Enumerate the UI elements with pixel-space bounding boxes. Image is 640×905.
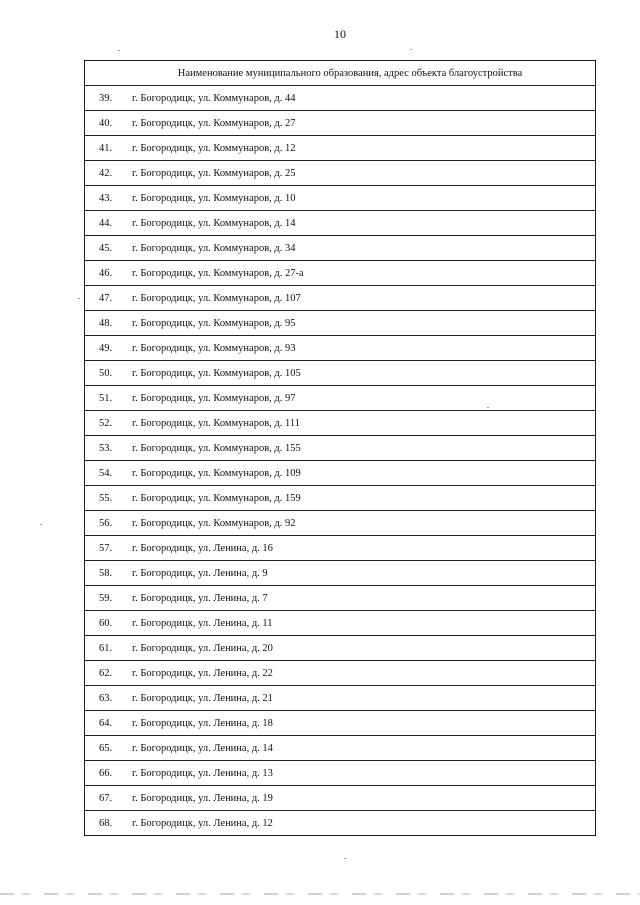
table-row: [85, 661, 596, 686]
row-content: [85, 818, 595, 829]
table-cell: [85, 261, 596, 286]
row-number: 40.: [99, 117, 113, 129]
table-row: [85, 336, 596, 361]
row-content: [85, 518, 595, 529]
table-cell: [85, 636, 596, 661]
scan-speck: [344, 858, 346, 859]
row-content: [85, 768, 595, 779]
table-row: [85, 511, 596, 536]
row-number: 51.: [99, 392, 113, 404]
row-address: г. Богородицк, ул. Ленина, д. 14: [132, 742, 273, 754]
table-cell: [85, 286, 596, 311]
address-table-body: [85, 61, 596, 836]
scan-speck: [410, 49, 412, 50]
table-row: [85, 711, 596, 736]
row-number: 46.: [99, 267, 113, 279]
row-content: [85, 718, 595, 729]
row-content: [85, 143, 595, 154]
row-number: 64.: [99, 717, 113, 729]
row-address: г. Богородицк, ул. Ленина, д. 19: [132, 792, 273, 804]
row-number: 57.: [99, 542, 113, 554]
row-content: [85, 793, 595, 804]
row-content: [85, 393, 595, 404]
table-cell: [85, 461, 596, 486]
table-cell: [85, 561, 596, 586]
table-cell: [85, 661, 596, 686]
table-row: [85, 311, 596, 336]
row-content: [85, 618, 595, 629]
page-number: 10: [334, 27, 346, 41]
row-number: 61.: [99, 642, 113, 654]
table-cell: [85, 411, 596, 436]
row-content: [85, 368, 595, 379]
row-number: 66.: [99, 767, 113, 779]
table-row: [85, 586, 596, 611]
row-number: 44.: [99, 217, 113, 229]
row-address: г. Богородицк, ул. Коммунаров, д. 155: [132, 442, 301, 454]
table-row: [85, 561, 596, 586]
row-number: 50.: [99, 367, 113, 379]
row-address: г. Богородицк, ул. Ленина, д. 7: [132, 592, 268, 604]
row-content: [85, 343, 595, 354]
table-cell: [85, 361, 596, 386]
table-cell: [85, 386, 596, 411]
scan-edge-artifact: [0, 893, 640, 895]
row-number: 56.: [99, 517, 113, 529]
row-number: 43.: [99, 192, 113, 204]
row-address: г. Богородицк, ул. Ленина, д. 18: [132, 717, 273, 729]
table-cell: [85, 236, 596, 261]
table-cell: [85, 536, 596, 561]
row-content: [85, 443, 595, 454]
table-row: [85, 811, 596, 836]
row-address: г. Богородицк, ул. Ленина, д. 16: [132, 542, 273, 554]
row-address: г. Богородицк, ул. Ленина, д. 22: [132, 667, 273, 679]
row-number: 67.: [99, 792, 113, 804]
row-number: 53.: [99, 442, 113, 454]
table-row: [85, 536, 596, 561]
row-number: 42.: [99, 167, 113, 179]
table-row: [85, 411, 596, 436]
row-content: [85, 268, 595, 279]
row-number: 41.: [99, 142, 113, 154]
row-content: [85, 243, 595, 254]
row-address: г. Богородицк, ул. Коммунаров, д. 10: [132, 192, 296, 204]
table-cell: [85, 161, 596, 186]
table-row: [85, 686, 596, 711]
table-row: [85, 386, 596, 411]
table-row: [85, 236, 596, 261]
row-content: [85, 118, 595, 129]
row-address: г. Богородицк, ул. Коммунаров, д. 109: [132, 467, 301, 479]
row-address: г. Богородицк, ул. Коммунаров, д. 107: [132, 292, 301, 304]
row-address: г. Богородицк, ул. Коммунаров, д. 25: [132, 167, 296, 179]
row-address: г. Богородицк, ул. Коммунаров, д. 44: [132, 92, 296, 104]
row-content: [85, 468, 595, 479]
row-number: 52.: [99, 417, 113, 429]
table-cell: [85, 211, 596, 236]
table-cell: [85, 436, 596, 461]
table-row: [85, 161, 596, 186]
table-cell: [85, 711, 596, 736]
row-address: г. Богородицк, ул. Ленина, д. 11: [132, 617, 273, 629]
row-content: [85, 543, 595, 554]
row-number: 60.: [99, 617, 113, 629]
table-row: [85, 486, 596, 511]
row-address: г. Богородицк, ул. Коммунаров, д. 93: [132, 342, 296, 354]
row-content: [85, 593, 595, 604]
table-cell: [85, 311, 596, 336]
row-address: г. Богородицк, ул. Коммунаров, д. 105: [132, 367, 301, 379]
table-row: [85, 461, 596, 486]
row-content: [85, 668, 595, 679]
table-row: [85, 86, 596, 111]
table-row: [85, 136, 596, 161]
table-cell: [85, 111, 596, 136]
table-row: [85, 611, 596, 636]
row-content: [85, 168, 595, 179]
table-row: [85, 111, 596, 136]
row-address: г. Богородицк, ул. Ленина, д. 9: [132, 567, 268, 579]
table-header: Наименование муниципального образования, адрес объекта благоустройства: [85, 61, 596, 86]
row-number: 48.: [99, 317, 113, 329]
table-cell: [85, 786, 596, 811]
row-number: 65.: [99, 742, 113, 754]
row-content: [85, 218, 595, 229]
row-content: [85, 743, 595, 754]
row-address: г. Богородицк, ул. Коммунаров, д. 97: [132, 392, 296, 404]
table-cell: [85, 136, 596, 161]
row-address: г. Богородицк, ул. Ленина, д. 13: [132, 767, 273, 779]
row-number: 47.: [99, 292, 113, 304]
table-cell: [85, 511, 596, 536]
row-number: 55.: [99, 492, 113, 504]
row-number: 62.: [99, 667, 113, 679]
table-cell: [85, 336, 596, 361]
table-row: [85, 361, 596, 386]
row-address: г. Богородицк, ул. Коммунаров, д. 27-а: [132, 267, 304, 279]
row-number: 39.: [99, 92, 113, 104]
table-row: [85, 211, 596, 236]
table-row: [85, 786, 596, 811]
table-row: [85, 261, 596, 286]
table-row: [85, 761, 596, 786]
row-number: 63.: [99, 692, 113, 704]
row-address: г. Богородицк, ул. Коммунаров, д. 95: [132, 317, 296, 329]
row-address: г. Богородицк, ул. Коммунаров, д. 159: [132, 492, 301, 504]
table-row: [85, 636, 596, 661]
table-row: [85, 186, 596, 211]
scan-speck: [118, 50, 120, 51]
table-cell: [85, 586, 596, 611]
row-address: г. Богородицк, ул. Коммунаров, д. 111: [132, 417, 300, 429]
row-content: [85, 293, 595, 304]
table-row: [85, 286, 596, 311]
table-cell: [85, 811, 596, 836]
row-address: г. Богородицк, ул. Коммунаров, д. 27: [132, 117, 296, 129]
table-cell: [85, 686, 596, 711]
table-cell: [85, 486, 596, 511]
scan-speck: [487, 407, 489, 408]
table-cell: [85, 611, 596, 636]
row-content: [85, 568, 595, 579]
row-number: 45.: [99, 242, 113, 254]
table-row: [85, 736, 596, 761]
row-address: г. Богородицк, ул. Ленина, д. 21: [132, 692, 273, 704]
row-content: [85, 193, 595, 204]
row-content: [85, 493, 595, 504]
table-cell: [85, 761, 596, 786]
row-number: 49.: [99, 342, 113, 354]
row-content: [85, 318, 595, 329]
table-cell: [85, 186, 596, 211]
scan-speck: [40, 524, 42, 525]
row-address: г. Богородицк, ул. Коммунаров, д. 12: [132, 142, 296, 154]
row-content: [85, 643, 595, 654]
row-number: 54.: [99, 467, 113, 479]
row-address: г. Богородицк, ул. Коммунаров, д. 14: [132, 217, 296, 229]
row-number: 59.: [99, 592, 113, 604]
row-number: 58.: [99, 567, 113, 579]
row-content: [85, 93, 595, 104]
row-address: г. Богородицк, ул. Ленина, д. 12: [132, 817, 273, 829]
row-address: г. Богородицк, ул. Коммунаров, д. 92: [132, 517, 296, 529]
address-table: [84, 60, 596, 836]
scan-speck: [78, 298, 80, 299]
table-cell: [85, 86, 596, 111]
row-address: г. Богородицк, ул. Коммунаров, д. 34: [132, 242, 296, 254]
row-content: [85, 693, 595, 704]
table-cell: [85, 736, 596, 761]
table-header-row: [85, 61, 596, 86]
row-number: 68.: [99, 817, 113, 829]
row-address: г. Богородицк, ул. Ленина, д. 20: [132, 642, 273, 654]
row-content: [85, 418, 595, 429]
table-row: [85, 436, 596, 461]
